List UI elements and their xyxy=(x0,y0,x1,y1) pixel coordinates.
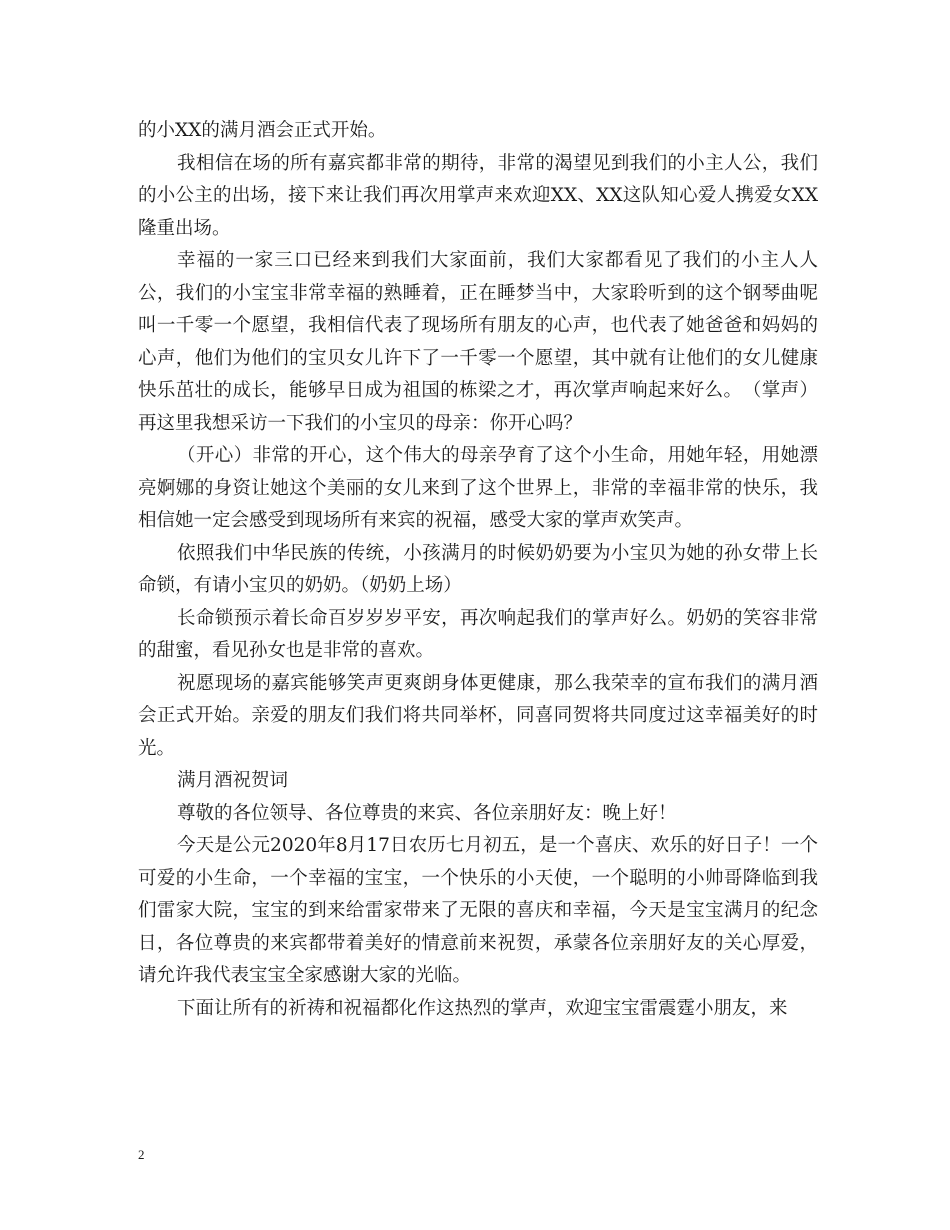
paragraph: 我相信在场的所有嘉宾都非常的期待，非常的渴望见到我们的小主人公，我们的小公主的出场，接下来让我们再次用掌声来欢迎XX、XX这队知心爱人携爱女XX隆重出场。 xyxy=(138,152,818,239)
paragraph: 依照我们中华民族的传统，小孩满月的时候奶奶要为小宝贝为她的孙女带上长命锁，有请小宝贝的奶奶。（奶奶上场） xyxy=(138,542,818,596)
document-body xyxy=(138,115,818,1025)
paragraph: 幸福的一家三口已经来到我们大家面前，我们大家都看见了我们的小主人人公，我们的小宝宝非常幸福的熟睡着，正在睡梦当中，大家聆听到的这个钢琴曲呢叫一千零一个愿望，我相信代表了现场所有朋友的心声，也代表了她爸爸和妈妈的心声，他们为他们的宝贝女儿许下了一千零一个愿望，其中就有让他们的女儿健康快乐茁壮的成长，能够早日成为祖国的栋梁之才，再次掌声响起来好么。 （掌声）再这里我想采访一下我们的小宝贝的母亲：你开心吗？ xyxy=(138,250,818,434)
paragraph: 的小XX的满月酒会正式开始。 xyxy=(138,120,387,141)
greeting-paragraph: 尊敬的各位领导、各位尊贵的来宾、各位亲朋好友：晚上好！ xyxy=(177,802,677,824)
paragraph: 下面让所有的祈祷和祝福都化作这热烈的掌声，欢迎宝宝雷震霆小朋友，来 xyxy=(177,997,788,1019)
section-heading: 满月酒祝贺词 xyxy=(177,770,289,791)
paragraph: 祝愿现场的嘉宾能够笑声更爽朗身体更健康，那么我荣幸的宣布我们的满月酒会正式开始。亲爱的朋友们我们将共同举杯，同喜同贺将共同度过这幸福美好的时光。 xyxy=(138,672,818,759)
paragraph: （开心）非常的开心，这个伟大的母亲孕育了这个小生命，用她年轻，用她漂亮婀娜的身资让她这个美丽的女儿来到了这个世界上，非常的幸福非常的快乐，我相信她一定会感受到现场所有来宾的祝福，感受大家的掌声欢笑声。 xyxy=(138,445,818,531)
paragraph: 长命锁预示着长命百岁岁岁平安，再次响起我们的掌声好么。奶奶的笑容非常的甜蜜，看见孙女也是非常的喜欢。 xyxy=(138,607,818,661)
paragraph: 今天是公元2020年8月17日农历七月初五，是一个喜庆、欢乐的好日子！一个可爱的小生命，一个幸福的宝宝，一个快乐的小天使，一个聪明的小帅哥降临到我们雷家大院，宝宝的到来给雷家带来了无限的喜庆和幸福，今天是宝宝满月的纪念日，各位尊贵的来宾都带着美好的情意前来祝贺，承蒙各位亲朋好友的关心厚爱，请允许我代表宝宝全家感谢大家的光临。 xyxy=(138,835,818,986)
page-number: 2 xyxy=(138,1147,145,1162)
